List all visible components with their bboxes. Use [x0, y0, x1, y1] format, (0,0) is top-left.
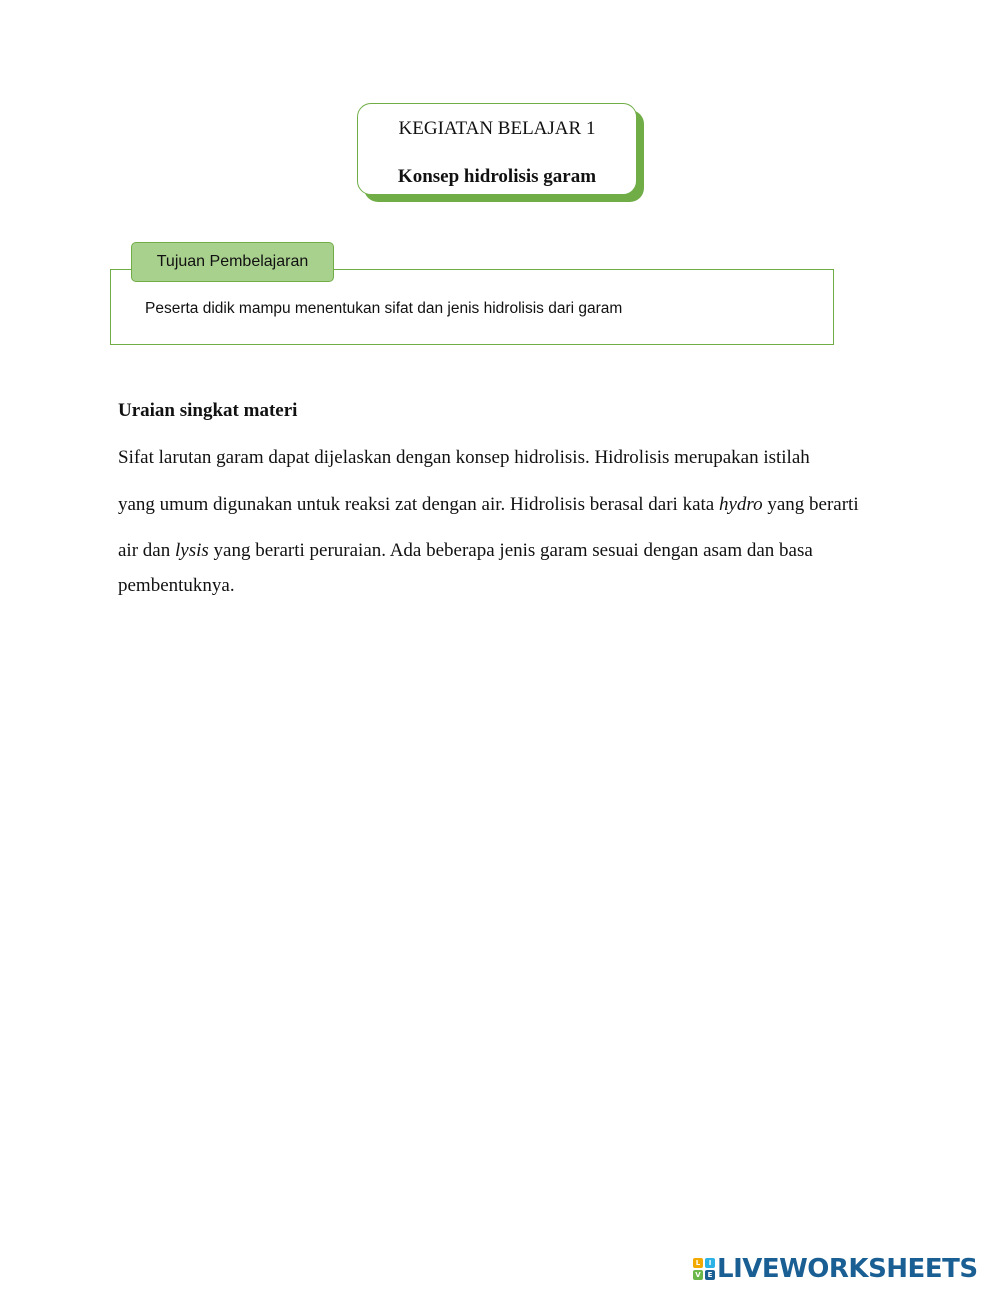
objectives-text: Peserta didik mampu menentukan sifat dan jenis hidrolisis dari garam: [145, 300, 623, 317]
term-hydro: hydro: [718, 494, 763, 515]
paragraph-line-3-start: air dan: [118, 540, 175, 561]
activity-label: KEGIATAN BELAJAR 1: [398, 118, 596, 139]
logo-mark-v: V: [693, 1270, 703, 1280]
paragraph-line-2-end: yang berarti: [762, 494, 859, 515]
paragraph-line-1: Sifat larutan garam dapat dijelaskan dengan konsep hidrolisis. Hidrolisis merupakan istilah: [118, 447, 810, 468]
paragraph-line-3: [118, 540, 813, 562]
term-lysis: lysis: [174, 540, 209, 561]
paragraph-line-2: [118, 494, 859, 516]
liveworksheets-logo: [693, 1253, 978, 1285]
topic-title: Konsep hidrolisis garam: [397, 166, 597, 187]
logo-mark-e: E: [705, 1270, 715, 1280]
objectives-tab: Tujuan Pembelajaran: [131, 242, 334, 282]
logo-mark-i: I: [705, 1258, 715, 1268]
liveworksheets-logo-icon: [693, 1258, 715, 1280]
paragraph-line-4: pembentuknya.: [118, 575, 235, 596]
section-heading: Uraian singkat materi: [118, 400, 298, 421]
paragraph-line-3-end: yang berarti peruraian. Ada beberapa jenis garam sesuai dengan asam dan basa: [208, 540, 813, 561]
title-box: [357, 103, 637, 195]
paragraph-line-2-start: yang umum digunakan untuk reaksi zat dengan air. Hidrolisis berasal dari kata: [118, 494, 719, 515]
logo-mark-l: L: [693, 1258, 703, 1268]
logo-text: LIVEWORKSHEETS: [717, 1254, 978, 1284]
